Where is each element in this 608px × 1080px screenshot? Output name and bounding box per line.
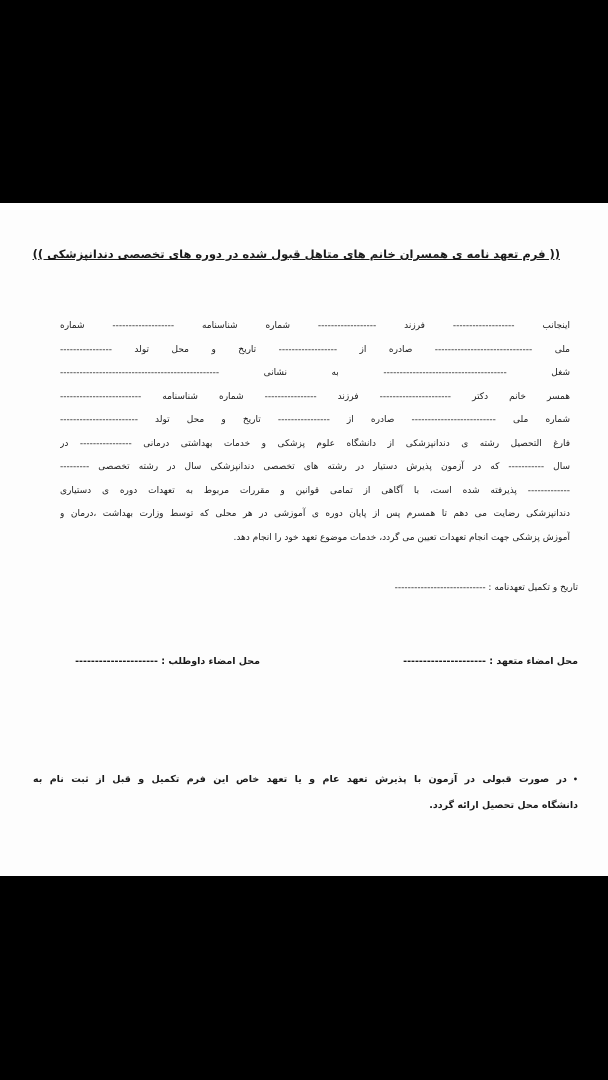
form-line-4: همسر خانم دکتر ---------------------- فرزند ---------------- شماره شناسنامه ------------------------- — [60, 391, 570, 402]
form-line-1: اینجانب ------------------- فرزند ------------------ شماره شناسنامه ------------------- شماره — [60, 321, 570, 331]
form-body — [60, 315, 570, 550]
footnote-line-2: دانشگاه محل تحصیل ارائه گردد. — [429, 800, 578, 811]
footnote — [33, 767, 578, 819]
document-title: (( فرم تعهد نامه ی همسران خانم های متاهل قبول شده در دوره های تخصصی دندانپزشکی )) — [32, 247, 560, 261]
form-line-5: شماره ملی -------------------------- صادره از ---------------- تاریخ و محل تولد ------------------------ — [60, 415, 570, 425]
completion-date-field: تاریخ و تکمیل تعهدنامه : ---------------------------- — [394, 583, 578, 593]
form-line-2: ملی ------------------------------ صادره از ------------------ تاریخ و محل تولد ---------------- — [60, 344, 570, 355]
footnote-text-1: در صورت قبولی در آزمون با پذیرش تعهد عام و یا تعهد خاص این فرم تکمیل و قبل از ثبت نام به — [33, 774, 567, 785]
form-line-9: دندانپزشکی رضایت می دهم تا همسرم پس از پایان دوره ی آموزشی در هر محلی که توسط وزارت بهداشت ،درمان و — [60, 509, 570, 519]
committed-signature-field: محل امضاء متعهد : --------------------- — [403, 656, 578, 667]
form-line-7: سال ----------- که در آزمون پذیرش دستیار در رشته های تخصصی دندانپزشکی سال در رشته تخصصی --------- — [60, 462, 570, 472]
form-line-3: شغل -------------------------------------- به نشانی ------------------------------------------------- — [60, 368, 570, 378]
bullet-icon: • — [572, 775, 578, 784]
form-line-8: ------------- پذیرفته شده است، با آگاهی از تمامی قوانین و مقررات مربوط به تعهدات دوره ی دستیاری — [60, 485, 570, 496]
candidate-signature-field: محل امضاء داوطلب : --------------------- — [75, 656, 260, 667]
footnote-line-1 — [33, 767, 578, 793]
document-page — [0, 203, 608, 876]
form-line-6: فارغ التحصیل رشته ی دندانپزشکی از دانشگاه علوم پزشکی و خدمات بهداشتی درمانی ---------------- در — [60, 438, 570, 449]
form-line-10: آموزش پزشکی جهت انجام تعهدات تعیین می گردد، خدمات موضوع تعهد خود را انجام دهد. — [233, 532, 570, 543]
